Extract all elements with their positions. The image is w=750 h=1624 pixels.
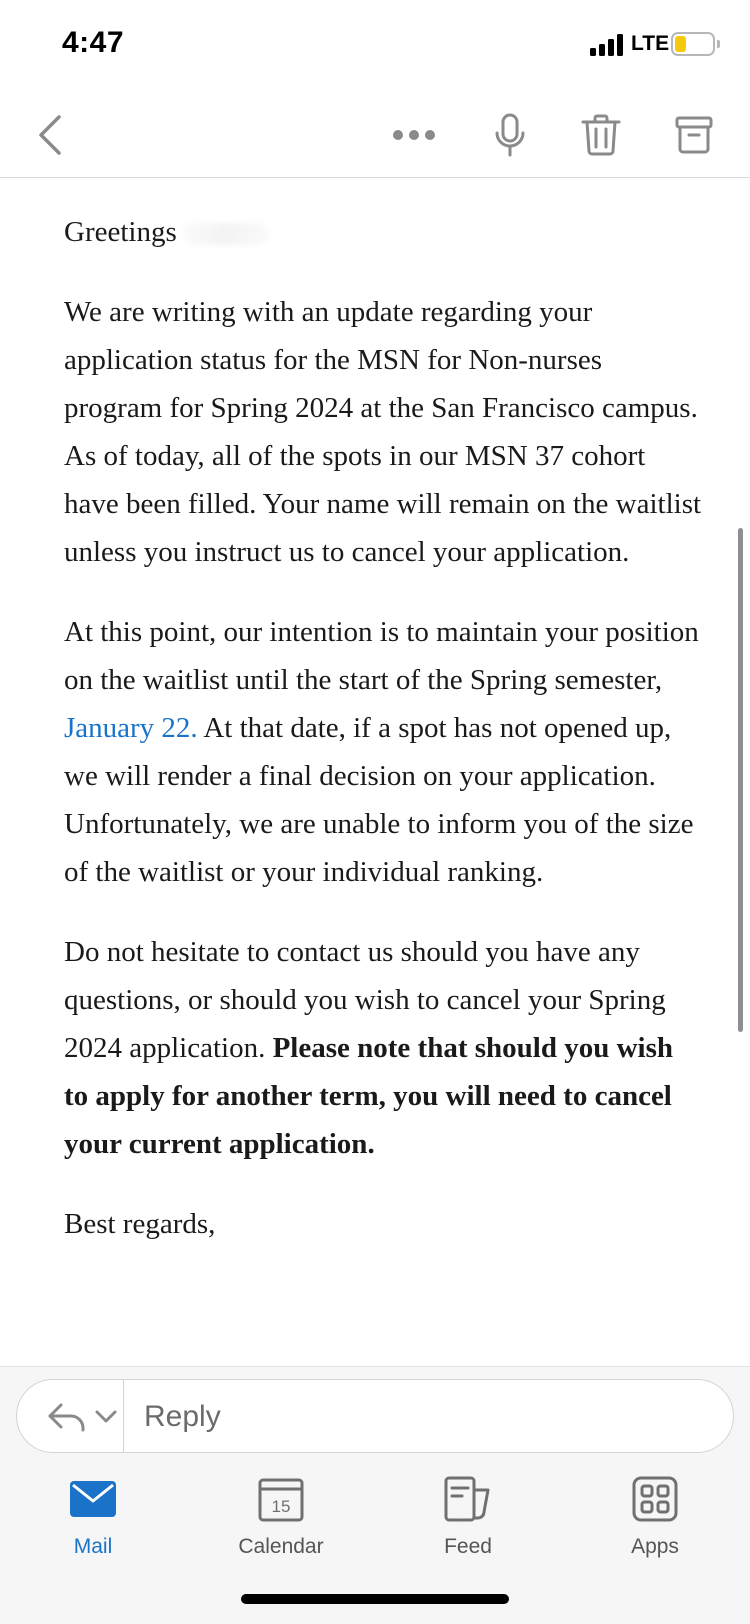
- delete-button[interactable]: [578, 92, 624, 178]
- paragraph-2-text-a: At this point, our intention is to maintain your position on the waitlist until the start of the Spring semester,: [64, 616, 699, 696]
- paragraph-3-bold-text: Please note that should you wish to apply for another term, you will need to cancel your current application.: [64, 1032, 674, 1160]
- email-paragraph-3: [64, 928, 704, 1168]
- reply-arrow-icon: [47, 1402, 87, 1432]
- archive-button[interactable]: [672, 92, 716, 178]
- redacted-name: [183, 223, 269, 245]
- tab-mail[interactable]: [33, 1467, 153, 1577]
- scroll-indicator[interactable]: [738, 528, 743, 1032]
- tab-bar: [0, 1467, 750, 1577]
- chevron-down-icon: [95, 1410, 117, 1424]
- tab-calendar-label: Calendar: [238, 1535, 324, 1558]
- tab-apps[interactable]: [595, 1467, 715, 1577]
- bottom-area: [0, 1366, 750, 1624]
- paragraph-2-text-b: At that date, if a spot has not opened up, we will render a final decision on your application. Unfortunately, we are unable to inform you of the size of the waitlist or your individual ranking.: [64, 712, 694, 888]
- tab-apps-label: Apps: [631, 1535, 679, 1558]
- reply-bar[interactable]: [16, 1379, 734, 1453]
- archive-icon: [675, 116, 713, 154]
- email-paragraph-2: [64, 608, 704, 896]
- microphone-icon: [494, 113, 526, 157]
- more-button[interactable]: [388, 92, 440, 178]
- paragraph-3-text: Do not hesitate to contact us should you have any questions, or should you wish to cancel your Spring 2024 application.: [64, 936, 666, 1064]
- date-link[interactable]: January 22.: [64, 712, 198, 744]
- apps-icon: [632, 1471, 678, 1527]
- greeting-text: Greetings: [64, 216, 177, 248]
- tab-feed[interactable]: [408, 1467, 528, 1577]
- reply-input[interactable]: Reply: [144, 1400, 221, 1433]
- calendar-day: 15: [271, 1497, 291, 1516]
- email-greeting: [64, 208, 704, 256]
- back-button[interactable]: [28, 92, 72, 178]
- trash-icon: [581, 114, 621, 156]
- mail-toolbar: [0, 92, 750, 178]
- tab-calendar[interactable]: [221, 1467, 341, 1577]
- reply-divider: [123, 1380, 124, 1452]
- cellular-signal-icon: [590, 34, 624, 56]
- tab-mail-label: Mail: [73, 1535, 113, 1558]
- battery-icon: [671, 32, 715, 56]
- battery-level: [675, 36, 686, 52]
- network-type: LTE: [631, 32, 670, 55]
- home-indicator[interactable]: [241, 1594, 509, 1604]
- email-body: [64, 178, 704, 1366]
- chevron-left-icon: [37, 114, 63, 156]
- tab-feed-label: Feed: [444, 1535, 492, 1558]
- dictate-button[interactable]: [488, 92, 532, 178]
- status-bar: [0, 0, 750, 92]
- email-closing: Best regards,: [64, 1208, 216, 1240]
- status-time: 4:47: [62, 26, 125, 59]
- reply-options-button[interactable]: [37, 1394, 127, 1440]
- battery-cap: [717, 40, 720, 48]
- email-paragraph-1: We are writing with an update regarding your application status for the MSN for Non-nurses program for Spring 2024 at the San Francisco campus. As of today, all of the spots in our MSN 37 cohort have been filled. Your name will remain on the waitlist unless you instruct us to cancel your application.: [64, 296, 702, 568]
- calendar-icon: [258, 1471, 304, 1527]
- feed-icon: [444, 1471, 492, 1527]
- more-horizontal-icon: [392, 129, 436, 141]
- mail-icon: [70, 1471, 116, 1527]
